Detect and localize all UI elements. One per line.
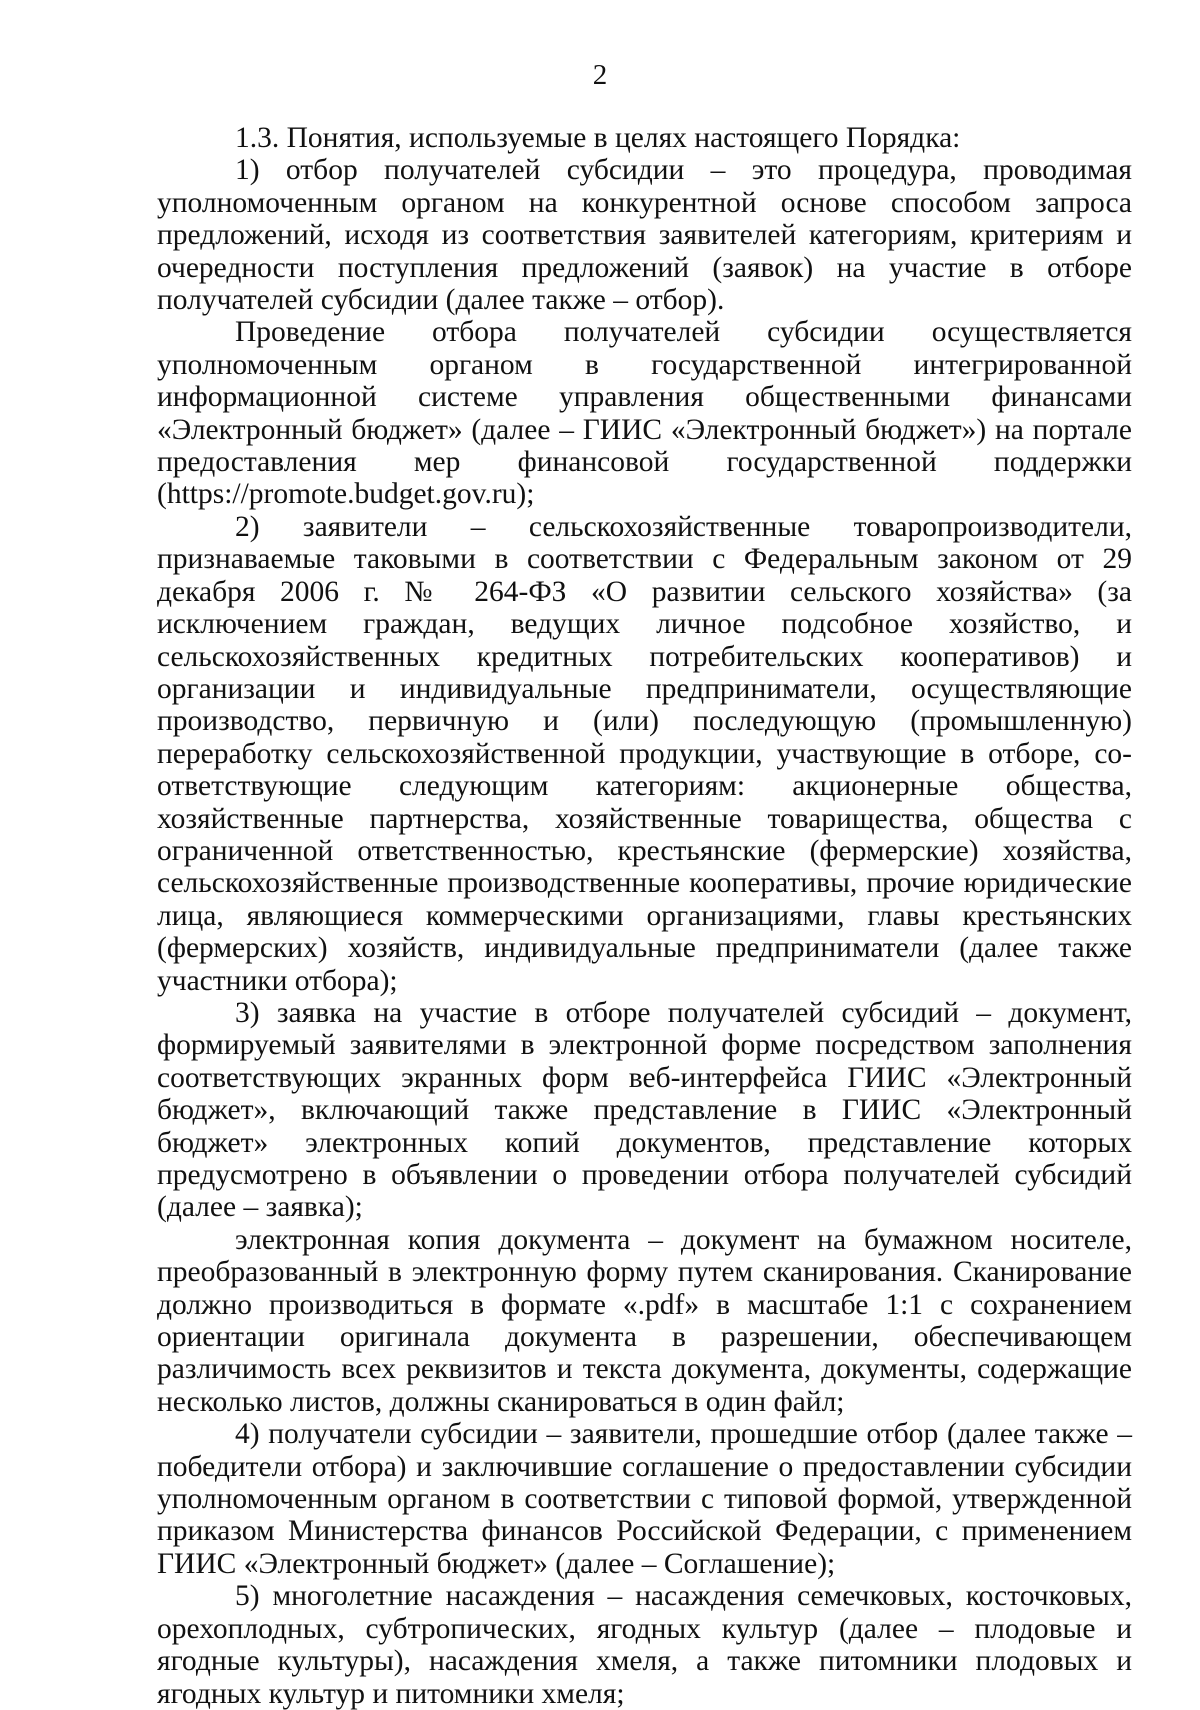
document-body (157, 122, 1132, 1710)
paragraph-item-4-recipients: 4) получатели субсидии – заявители, прошедшие отбор (далее также – победители отбора) и заключившие соглашение о предоставлении субсидии уполномоченным органом в соответствии с типовой формой, утвержденной приказом Министерства финансов Российской Федерации, с применением ГИИС «Электронный бюджет» (далее – Соглашение); (157, 1418, 1132, 1580)
paragraph-selection-procedure: Проведение отбора получателей субсидии осуществляется уполномоченным органом в государственной интегрированной информационной системе управления общественными финансами «Электронный бюджет» (далее – ГИИС «Электронный бюджет») на портале предоставления мер финансовой государственной поддержки (https://promote.budget.gov.ru); (157, 316, 1132, 511)
paragraph-item-3-application: 3) заявка на участие в отборе получателей субсидий – документ, формируемый заявителями в электронной форме посредством заполнения соответствующих экранных форм веб-интерфейса ГИИС «Электронный бюджет», включающий также представление в ГИИС «Электронный бюджет» электронных копий документов, представление которых предусмотрено в объявлении о проведении отбора получателей субсидий (далее – заявка); (157, 996, 1132, 1224)
paragraph-electronic-copy: электронная копия документа – документ на бумажном носителе, преобразованный в электронную форму путем сканирования. Сканирование должно производиться в формате «.pdf» в масштабе 1:1 с сохранением ориентации оригинала документа в разрешении, обеспечивающем различимость всех реквизитов и текста документа, документы, содержащие несколько листов, должны сканироваться в один файл; (157, 1223, 1132, 1418)
paragraph-section-1-3-heading: 1.3. Понятия, используемые в целях настоящего Порядка: (235, 122, 961, 154)
paragraph-item-2-applicants: 2) заявители – сельскохозяйственные товаропроизводители, признаваемые таковыми в соответствии с Федеральным законом от 29 декабря 2006 г. № 264-ФЗ «О развитии сельского хозяйства» (за исключением граждан, ведущих личное подсобное хозяйство, и сельскохозяйственных кредитных потребительских кооперативов) и организации и индивидуальные предприниматели, осуществляющие производство, первичную и (или) последующую (промышленную) переработку сельскохозяйственной продукции, участвующие в отборе, соответствующие следующим категориям: акционерные общества, хозяйственные партнерства, хозяйственные товарищества, общества с ограниченной ответственностью, крестьянские (фермерские) хозяйства, сельскохозяйственные производственные кооперативы, прочие юридические лица, являющиеся коммерческими организациями, главы крестьянских (фермерских) хозяйств, индивидуальные предприниматели (далее также участники отбора); (157, 510, 1132, 997)
paragraph-item-1-selection: 1) отбор получателей субсидии – это процедура, проводимая уполномоченным органом на конкурентной основе способом запроса предложений, исходя из соответствия заявителей категориям, критериям и очередности поступления предложений (заявок) на участие в отборе получателей субсидии (далее также – отбор). (157, 154, 1132, 317)
paragraph-item-5-perennial-plantings: 5) многолетние насаждения – насаждения семечковых, косточковых, орехоплодных, субтропических, ягодных культур (далее – плодовые и ягодные культуры), насаждения хмеля, а также питомники плодовых и ягодных культур и питомники хмеля; (157, 1580, 1132, 1710)
page-number: 2 (592, 59, 608, 91)
